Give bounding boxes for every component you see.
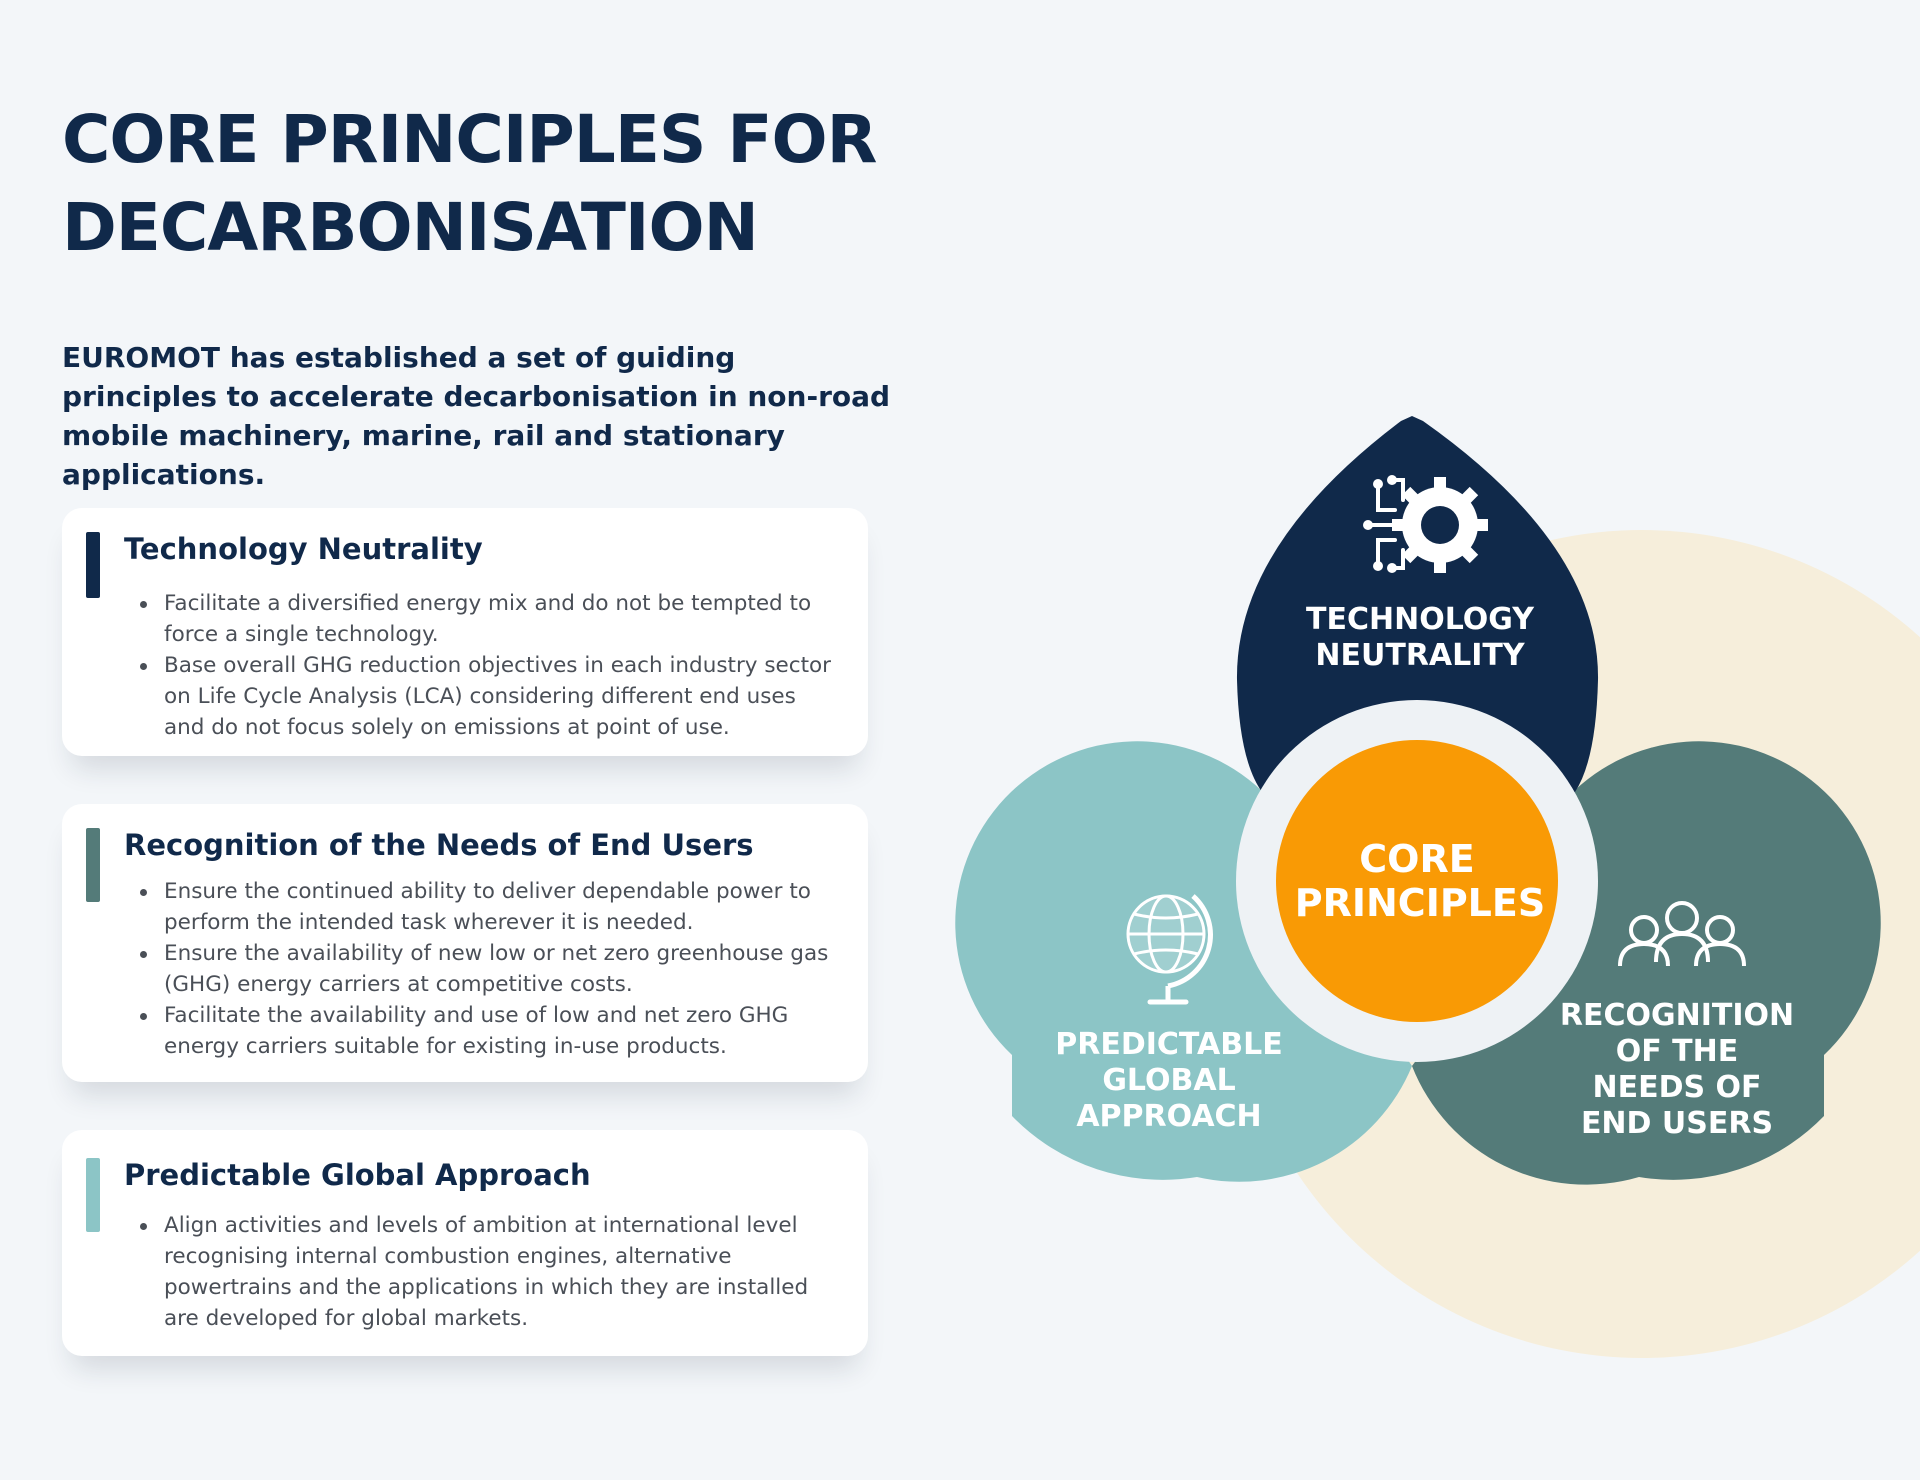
label-top-line-2: NEUTRALITY — [1315, 638, 1525, 673]
list-item: Facilitate the availability and use of low and net zero GHG energy carriers suitable for existing in-use products. — [164, 1000, 838, 1062]
card-title: Technology Neutrality — [124, 532, 483, 566]
list-item: Base overall GHG reduction objectives in each industry sector on Life Cycle Analysis (LCA) considering different end uses and do not focus solely on emissions at point of use. — [164, 650, 838, 743]
label-right-line-2: OF THE — [1615, 1034, 1739, 1069]
label-right-line-3: NEEDS OF — [1592, 1070, 1762, 1105]
list-item: Align activities and levels of ambition at international level recognising internal combustion engines, alternative powertrains and the applications in which they are installed are developed for global markets. — [164, 1210, 838, 1334]
core-label-line-1: CORE — [1359, 837, 1475, 881]
card-title: Recognition of the Needs of End Users — [124, 828, 754, 862]
list-item: Ensure the continued ability to deliver dependable power to perform the intended task wherever it is needed. — [164, 876, 838, 938]
intro-paragraph: EUROMOT has established a set of guiding principles to accelerate decarbonisation in non-road mobile machinery, marine, rail and stationary applications. — [62, 341, 891, 491]
list-item: Facilitate a diversified energy mix and do not be tempted to force a single technology. — [164, 588, 838, 650]
label-right-line-1: RECOGNITION — [1559, 998, 1795, 1033]
label-left-line-2: GLOBAL — [1102, 1063, 1236, 1098]
core-label-line-2: PRINCIPLES — [1294, 881, 1546, 925]
title-line-2: DECARBONISATION — [62, 189, 758, 266]
title-line-1: CORE PRINCIPLES FOR — [62, 101, 877, 178]
label-left-line-1: PREDICTABLE — [1055, 1027, 1283, 1062]
label-right-line-4: END USERS — [1580, 1106, 1774, 1141]
list-item: Ensure the availability of new low or net zero greenhouse gas (GHG) energy carriers at competitive costs. — [164, 938, 838, 1000]
label-top-line-1: TECHNOLOGY — [1306, 602, 1534, 637]
label-left-line-3: APPROACH — [1076, 1099, 1262, 1134]
card-title: Predictable Global Approach — [124, 1158, 591, 1192]
